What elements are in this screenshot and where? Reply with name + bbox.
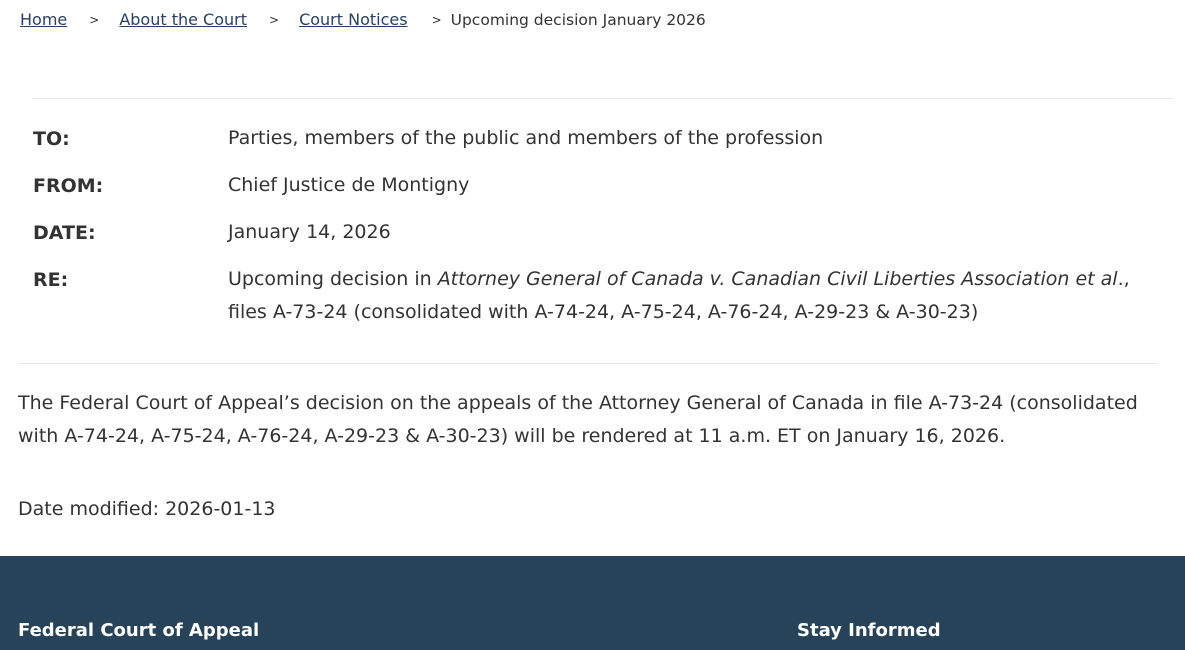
memo-re-prefix: Upcoming decision in [228,268,438,290]
memo-top-divider [32,98,1173,99]
site-footer [0,556,1185,650]
breadcrumb-link-court-notices[interactable]: Court Notices [299,10,408,29]
breadcrumb-separator: > [431,13,442,27]
memo-to-label: TO: [33,128,70,150]
date-modified-value: 2026-01-13 [165,498,276,520]
memo-date-value: January 14, 2026 [228,221,391,243]
breadcrumb [20,8,706,32]
footer-heading-federal-court-of-appeal: Federal Court of Appeal [18,620,260,641]
date-modified [18,494,276,524]
date-modified-label: Date modified: [18,498,160,520]
breadcrumb-separator: > [89,13,100,27]
memo-from-value: Chief Justice de Montigny [228,174,470,196]
breadcrumb-current-page: Upcoming decision January 2026 [450,11,706,29]
notice-paragraph: The Federal Court of Appeal’s decision on the appeals of the Attorney General of Canada in file A-73-24 (consolidated with A-74-24, A-75-24, A-76-24, A-29-23 & A-30-23) will be rendered at 11 a.m. ET on January 16, 2026. [18,392,1138,447]
memo-re-value [228,263,1174,329]
memo-re-label: RE: [33,269,69,291]
footer-heading-stay-informed: Stay Informed [797,620,941,641]
breadcrumb-link-about-the-court[interactable]: About the Court [119,10,247,29]
memo-bottom-divider [18,363,1158,364]
memo-re-case-name: Attorney General of Canada v. Canadian Civil Liberties Association et al [437,268,1118,290]
breadcrumb-separator: > [269,13,280,27]
memo-to-value: Parties, members of the public and members of the profession [228,127,824,149]
memo-re-suffix: ., files A-73-24 (consolidated with A-74-24, A-75-24, A-76-24, A-29-23 & A-30-23) [228,268,1130,323]
memo-from-label: FROM: [33,175,104,197]
memo-date-label: DATE: [33,222,96,244]
breadcrumb-link-home[interactable]: Home [20,10,68,29]
